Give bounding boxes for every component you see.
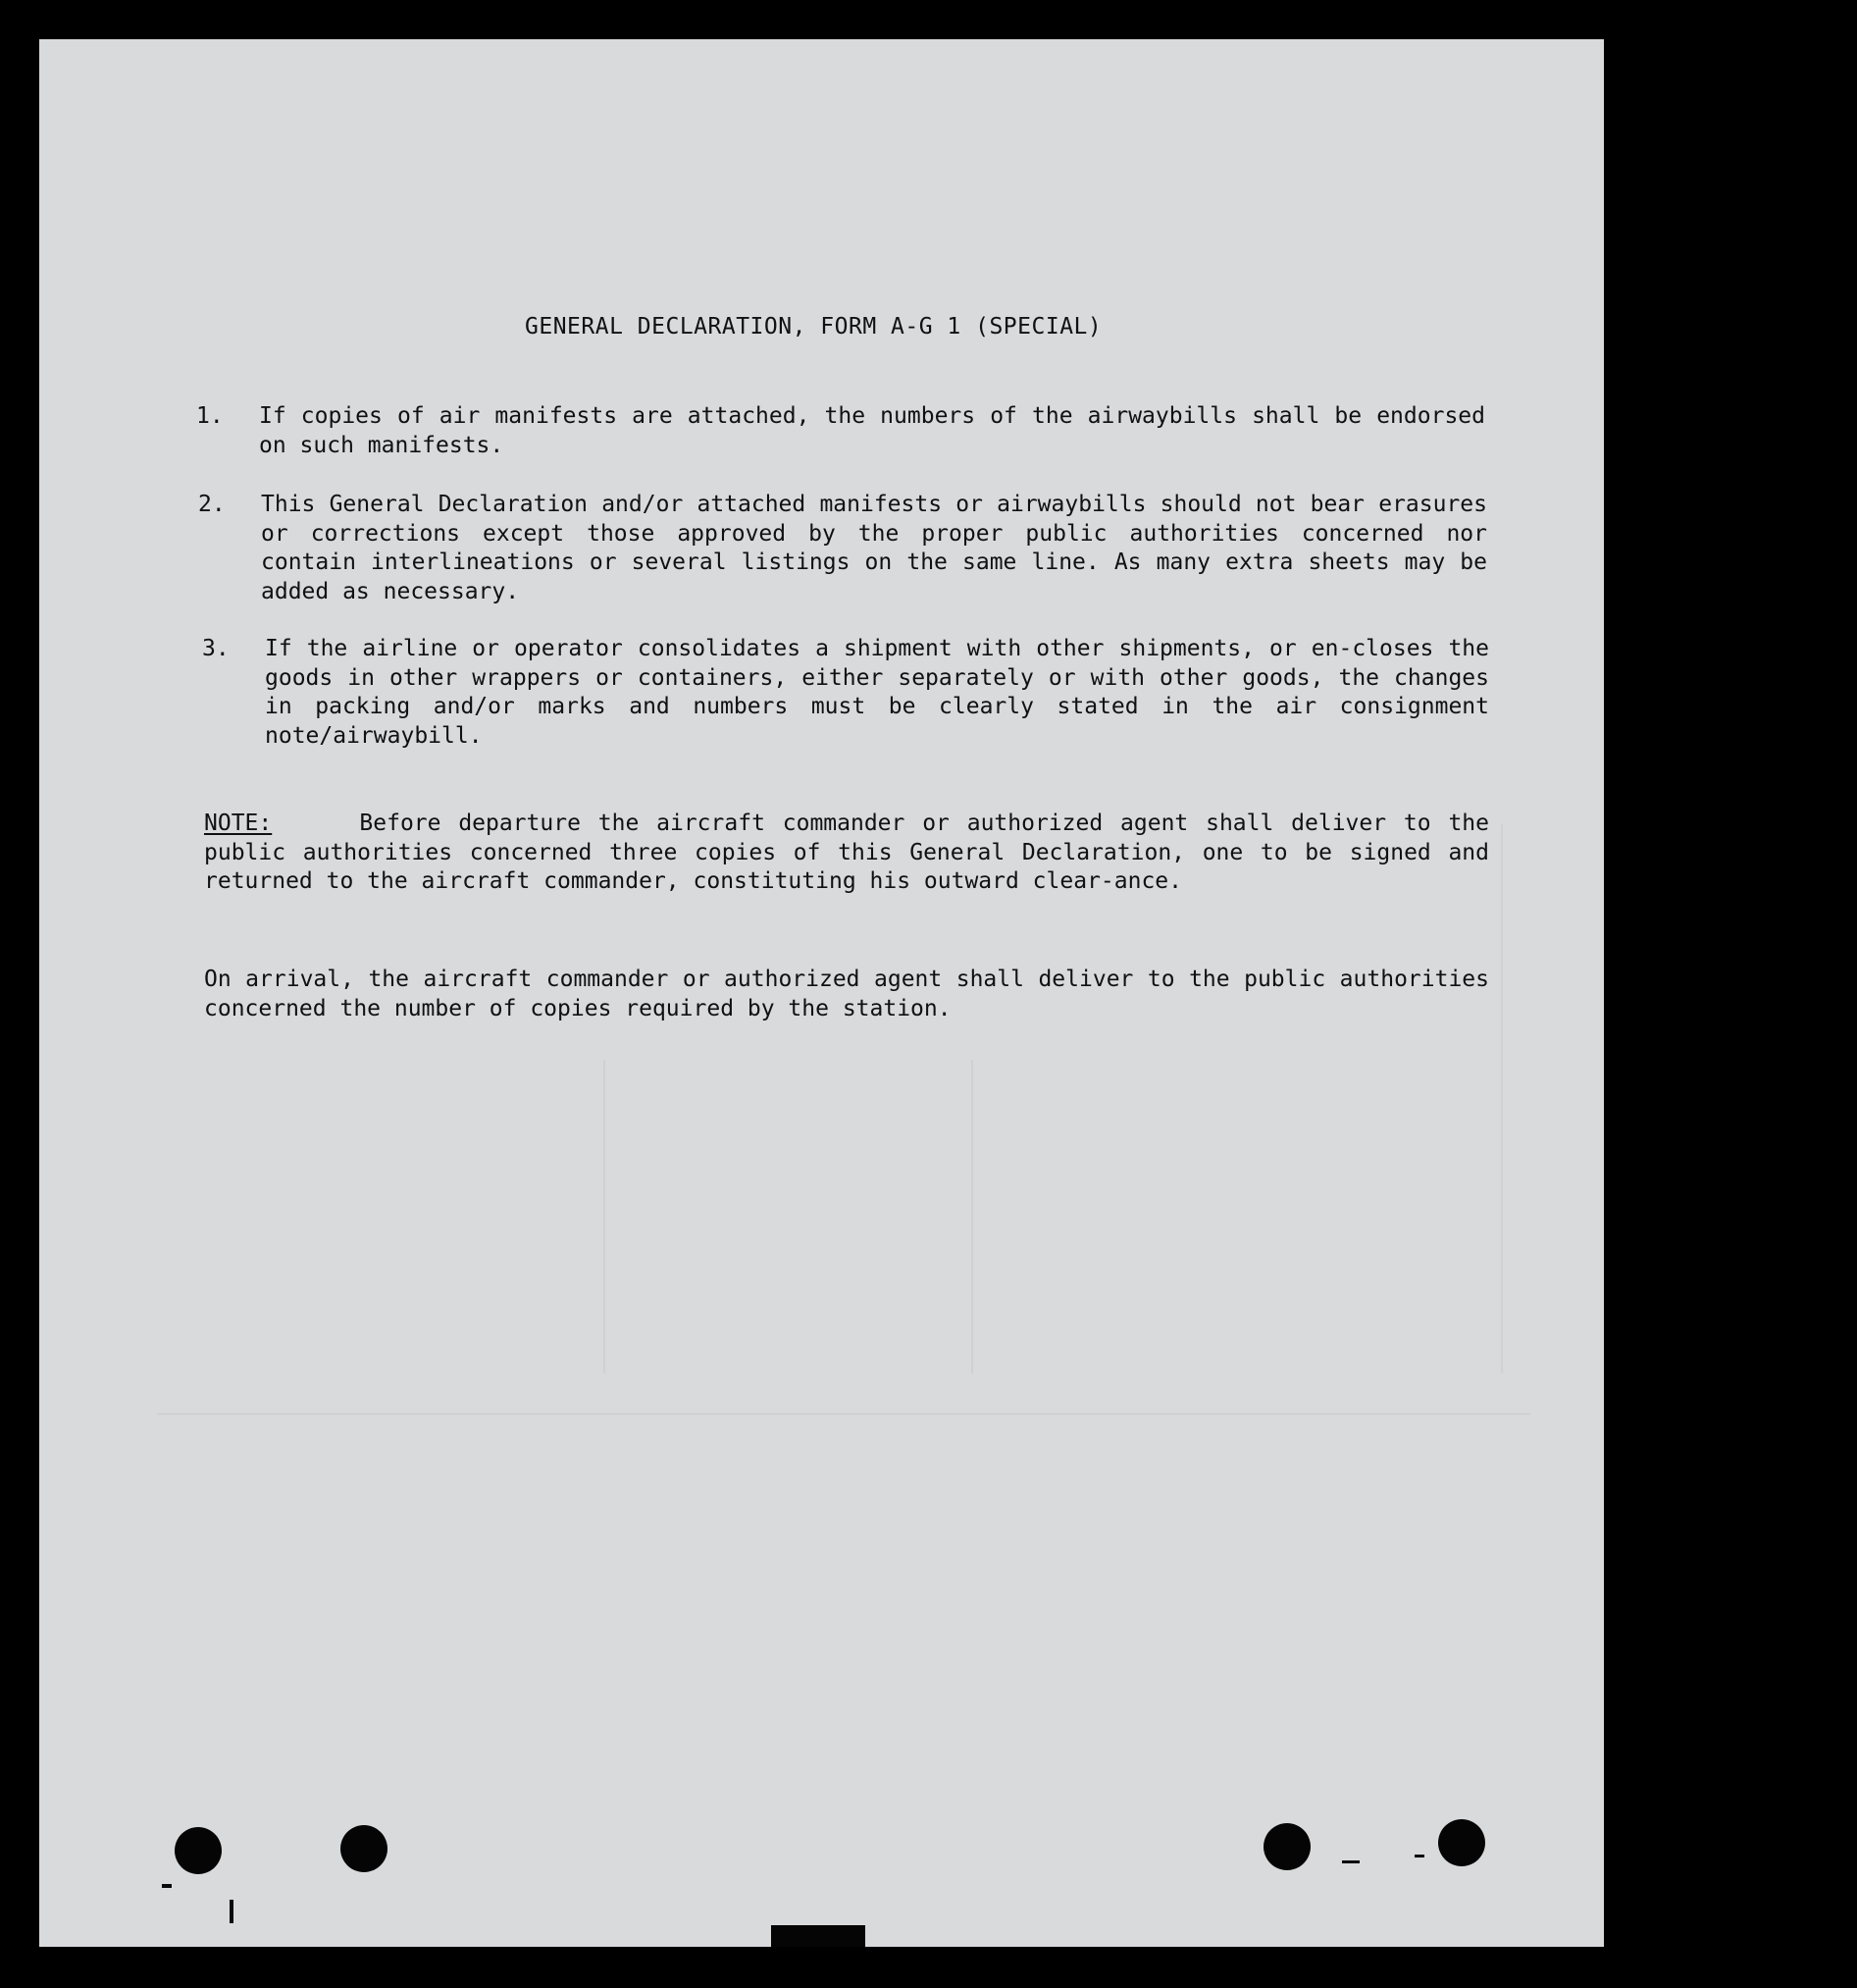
ink-speck bbox=[1342, 1860, 1360, 1863]
punch-hole bbox=[175, 1827, 222, 1874]
item-number: 2. bbox=[198, 492, 226, 517]
punch-hole bbox=[1264, 1823, 1311, 1870]
ink-speck bbox=[162, 1884, 172, 1888]
item-text: If the airline or operator consolidates a shipment with other shipments, or en-closes the goods in other wrappers or containers, either separately or with other goods, the changes in packing and/or marks and numbers must be clearly stated in the air consignment note/airwaybill. bbox=[265, 636, 1489, 749]
bleed-through-rule bbox=[157, 1413, 1530, 1415]
note-paragraph bbox=[204, 810, 1489, 897]
item-number: 1. bbox=[196, 403, 224, 429]
document-title: GENERAL DECLARATION, FORM A-G 1 (SPECIAL) bbox=[525, 314, 1103, 340]
bleed-through-rule bbox=[603, 1060, 605, 1374]
item-text: This General Declaration and/or attached manifests or airwaybills should not bear erasures or corrections except those approved by the proper public authorities concerned nor contain interlineations or several listings on the same line. As many extra sheets may be added as necessary. bbox=[261, 492, 1487, 604]
punch-hole bbox=[1438, 1819, 1485, 1866]
page-tab-mark bbox=[771, 1925, 865, 1947]
bleed-through-rule bbox=[971, 1060, 973, 1374]
ink-speck bbox=[230, 1900, 233, 1923]
punch-hole bbox=[340, 1825, 387, 1872]
item-text: If copies of air manifests are attached, the numbers of the airwaybills shall be endorsed on such manifests. bbox=[259, 403, 1485, 458]
arrival-paragraph: On arrival, the aircraft commander or authorized agent shall deliver to the public authorities concerned the number of copies required by the station. bbox=[204, 967, 1489, 1021]
ink-speck bbox=[1415, 1855, 1424, 1857]
document-page bbox=[39, 39, 1604, 1947]
bleed-through-rule bbox=[1501, 824, 1503, 1374]
item-number: 3. bbox=[202, 636, 230, 661]
note-label: NOTE: bbox=[204, 811, 273, 836]
note-text: Before departure the aircraft commander or authorized agent shall deliver to the public authorities concerned three copies of this General Declaration, one to be signed and returned to the aircraft commander, constituting his outward clear-ance. bbox=[204, 811, 1489, 894]
